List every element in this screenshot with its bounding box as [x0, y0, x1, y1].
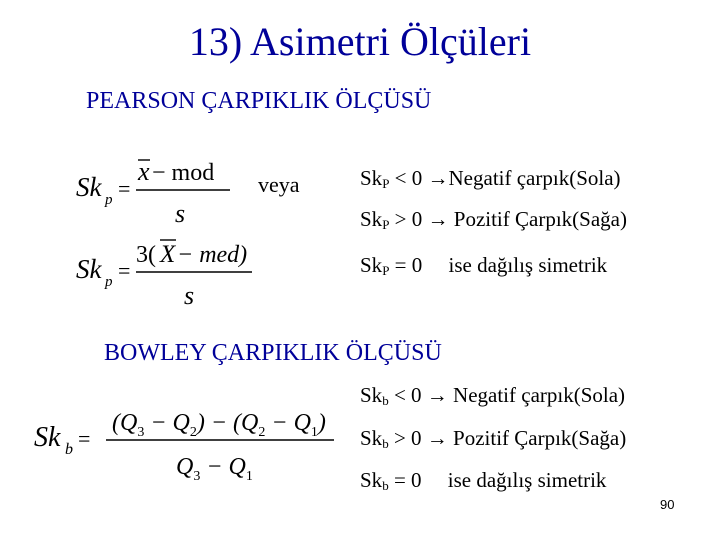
connector-veya: veya — [258, 172, 300, 197]
formula-lhs-subscript: p — [105, 192, 113, 208]
pearson-formula-mode — [72, 150, 252, 230]
bowley-formula — [30, 396, 350, 486]
bowley-rule-positive: $Sk_b > 0$ → Pozitif Çarpık(Sağa) — [360, 426, 627, 451]
formula-subscript: 2 — [189, 425, 197, 440]
formula-numerator-var: X — [160, 241, 176, 268]
formula-subscript: 3 — [193, 469, 201, 484]
pearson-formula-median — [72, 232, 272, 312]
pearson-heading: PEARSON ÇARPIKLIK ÖLÇÜSÜ — [86, 88, 432, 114]
formula-lhs-subscript: b — [65, 441, 73, 458]
formula-denominator — [176, 454, 253, 484]
formula-token: − Q — [144, 410, 190, 436]
formula-numerator-rest: − med) — [177, 242, 248, 268]
formula-lhs: Sk — [76, 254, 102, 284]
formula-token: (Q — [112, 410, 138, 436]
formula-lhs-subscript: p — [105, 274, 113, 290]
formula-equals: = — [118, 176, 131, 201]
formula-subscript: 3 — [137, 425, 145, 440]
pearson-rule-symmetric: $Sk_P = 0$ ise dağılış simetrik — [360, 253, 608, 278]
page-number: 90 — [660, 497, 675, 512]
formula-coefficient: 3( — [136, 242, 156, 268]
formula-token: − Q — [200, 454, 246, 480]
formula-numerator-var: x — [138, 157, 150, 186]
bowley-heading: BOWLEY ÇARPIKLIK ÖLÇÜSÜ — [104, 340, 442, 366]
formula-token: ) — [317, 410, 326, 436]
formula-numerator-rest: − mod — [152, 160, 215, 186]
pearson-rule-negative: $Sk_P < 0$ →Negatif çarpık(Sola) — [360, 166, 621, 191]
bowley-rule-negative: $Sk_b < 0$ → Negatif çarpık(Sola) — [360, 383, 626, 408]
formula-equals: = — [78, 426, 91, 451]
formula-subscript: 1 — [245, 469, 253, 484]
formula-token: − Q — [265, 410, 311, 436]
formula-numerator — [112, 410, 326, 440]
slide-title: 13) Asimetri Ölçüleri — [188, 19, 532, 64]
formula-denominator: s — [184, 281, 195, 310]
formula-denominator: s — [175, 199, 186, 228]
formula-equals: = — [118, 258, 131, 283]
formula-token: ) − (Q — [196, 410, 259, 436]
formula-lhs: Sk — [34, 422, 61, 453]
pearson-rule-positive: $Sk_P > 0$ → Pozitif Çarpık(Sağa) — [360, 207, 627, 232]
formula-lhs: Sk — [76, 172, 102, 202]
formula-subscript: 2 — [258, 425, 266, 440]
formula-subscript: 1 — [310, 425, 318, 440]
bowley-rule-symmetric: $Sk_b = 0$ ise dağılış simetrik — [360, 468, 607, 493]
formula-token: Q — [176, 454, 194, 480]
